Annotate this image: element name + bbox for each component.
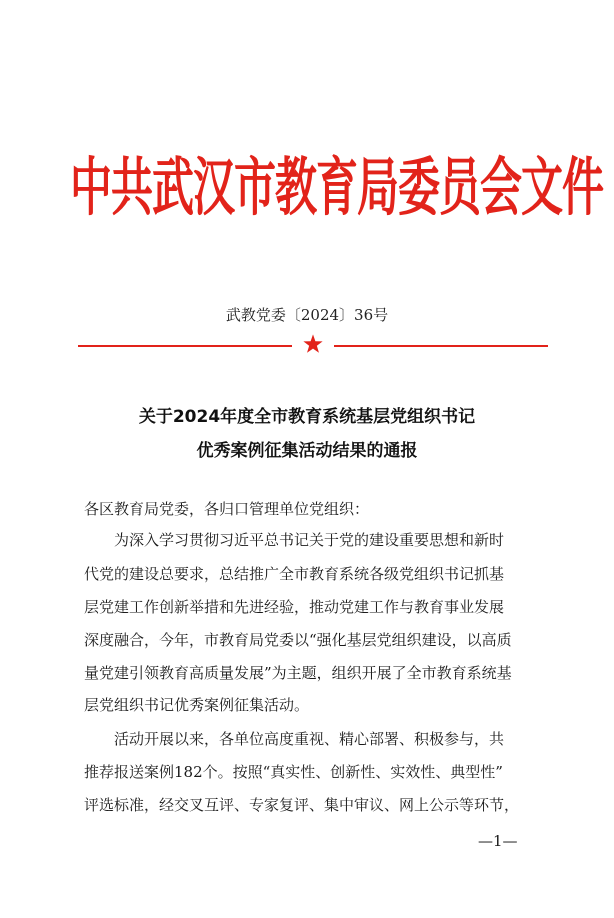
body-paragraph-2-line: 评选标准，经交叉互评、专家复评、集中审议、网上公示等环节，	[84, 796, 520, 814]
body-paragraph-1-line: 为深入学习贯彻习近平总书记关于党的建设重要思想和新时	[114, 531, 505, 549]
body-paragraph-2-line: 推荐报送案例182个。按照“真实性、创新性、实效性、典型性”	[84, 763, 503, 781]
body-paragraph-1-line: 深度融合，今年，市教育局党委以“强化基层党组织建设，以高质	[84, 631, 512, 649]
page-number: —1—	[478, 832, 518, 850]
body-paragraph-1-line: 层党建工作创新举措和先进经验，推动党建工作与教育事业发展	[84, 598, 505, 616]
subject-title-line-1: 关于2024年度全市教育系统基层党组织书记	[138, 407, 476, 427]
body-paragraph-2-line: 活动开展以来，各单位高度重视、精心部署、积极参与，共	[114, 730, 505, 748]
addressee-line: 各区教育局党委，各归口管理单位党组织：	[84, 500, 370, 518]
document-header-title: 中共武汉市教育局委员会文件	[70, 150, 604, 224]
body-paragraph-1-line: 量党建引领教育高质量发展”为主题，组织开展了全市教育系统基	[84, 664, 512, 682]
divider-line-left	[78, 345, 292, 347]
document-number: 武教党委〔2024〕36号	[225, 306, 389, 324]
body-paragraph-1-line: 代党的建设总要求，总结推广全市教育系统各级党组织书记抓基	[84, 565, 505, 583]
star-icon	[302, 333, 324, 355]
body-paragraph-1-line: 层党组织书记优秀案例征集活动。	[84, 696, 310, 714]
header-divider	[78, 340, 548, 352]
subject-title-line-2: 优秀案例征集活动结果的通报	[196, 441, 418, 461]
divider-line-right	[334, 345, 548, 347]
